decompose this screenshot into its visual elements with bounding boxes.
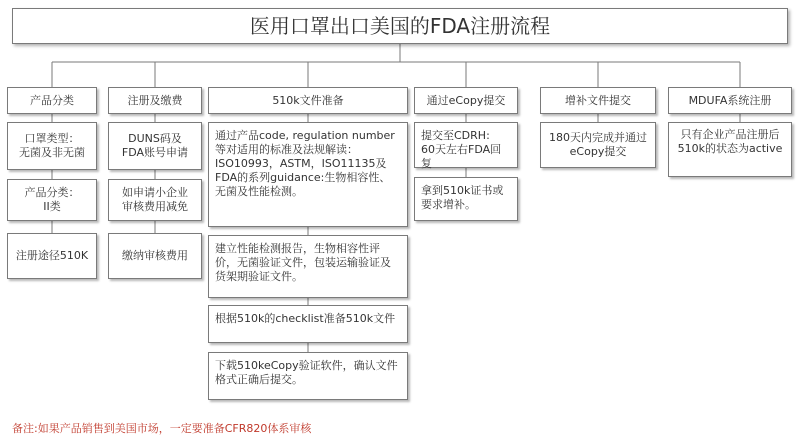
footnote: 备注:如果产品销售到美国市场，一定要准备CFR820体系审核 bbox=[12, 422, 312, 435]
standards-interpretation-box: 通过产品code, regulation number等对适用的标准及法规解读：ISO10993，ASTM，ISO11135及FDA的系列guidance:生物相容性、无菌及性能检测。 bbox=[208, 122, 408, 227]
supplement-180-days-box: 180天内完成并通过eCopy提交 bbox=[540, 122, 656, 168]
header-registration-fee: 注册及缴费 bbox=[108, 87, 202, 114]
test-reports-box: 建立性能检测报告，生物相容性评价，无菌验证文件，包装运输验证及货架期验证文件。 bbox=[208, 235, 408, 298]
header-supplement-submission: 增补文件提交 bbox=[540, 87, 656, 114]
registration-path-box: 注册途径510K bbox=[7, 233, 97, 279]
small-business-fee-box: 如申请小企业 审核费用减免 bbox=[108, 179, 202, 221]
mask-type-box: 口罩类型： 无菌及非无菌 bbox=[7, 122, 97, 170]
header-510k-preparation: 510k文件准备 bbox=[208, 87, 408, 114]
pay-review-fee-box: 缴纳审核费用 bbox=[108, 233, 202, 279]
header-product-classification: 产品分类 bbox=[7, 87, 97, 114]
header-ecopy-submission: 通过eCopy提交 bbox=[414, 87, 518, 114]
header-mdufa-registration: MDUFA系统注册 bbox=[668, 87, 792, 114]
diagram-title: 医用口罩出口美国的FDA注册流程 bbox=[12, 8, 788, 44]
checklist-box: 根据510k的checklist准备510k文件 bbox=[208, 305, 408, 343]
certificate-box: 拿到510k证书或要求增补。 bbox=[414, 177, 518, 221]
submit-cdrh-box: 提交至CDRH: 60天左右FDA回复 bbox=[414, 122, 518, 168]
duns-fda-account-box: DUNS码及 FDA账号申请 bbox=[108, 122, 202, 170]
product-class-box: 产品分类： II类 bbox=[7, 179, 97, 221]
active-status-box: 只有企业产品注册后510k的状态为active bbox=[668, 122, 792, 177]
ecopy-software-box: 下载510keCopy验证软件，确认文件格式正确后提交。 bbox=[208, 352, 408, 400]
